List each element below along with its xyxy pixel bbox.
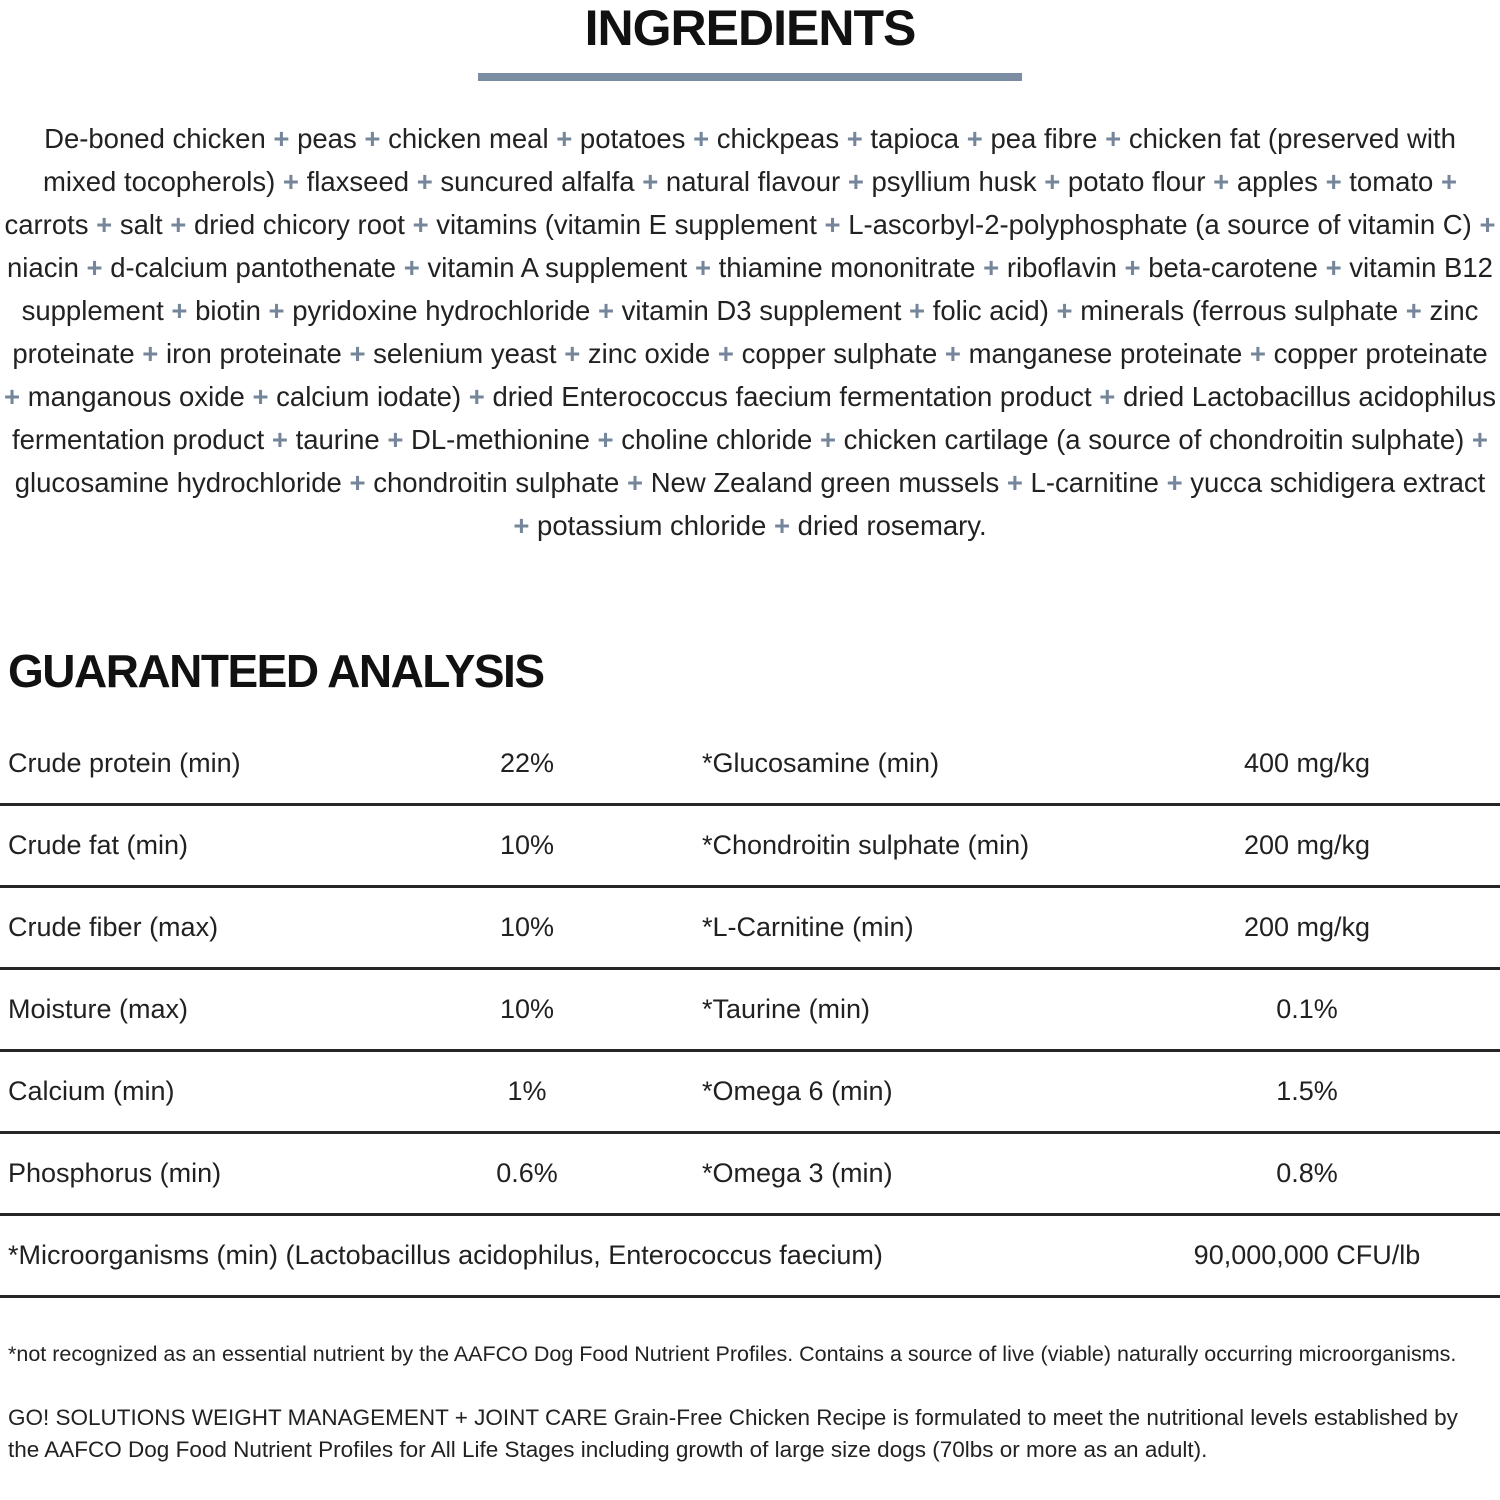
plus-separator: + bbox=[846, 123, 863, 154]
nutrient-label: *Omega 6 (min) bbox=[702, 1076, 893, 1106]
analysis-row bbox=[0, 806, 1500, 888]
nutrient-value: 0.6% bbox=[496, 1158, 558, 1188]
plus-separator: + bbox=[1213, 166, 1230, 197]
plus-separator: + bbox=[403, 252, 420, 283]
ingredients-paragraph bbox=[4, 117, 1496, 547]
ingredient-item: vitamin A supplement bbox=[427, 252, 688, 283]
ingredient-item: folic acid) bbox=[932, 295, 1049, 326]
nutrient-label: *Omega 3 (min) bbox=[702, 1158, 893, 1188]
ingredient-item: selenium yeast bbox=[373, 338, 557, 369]
plus-separator: + bbox=[271, 424, 288, 455]
ingredient-item: copper proteinate bbox=[1273, 338, 1488, 369]
plus-separator: + bbox=[626, 467, 644, 498]
plus-separator: + bbox=[597, 424, 614, 455]
ingredient-item: vitamin B12 supplement bbox=[21, 252, 1493, 326]
ingredient-item: dried chicory root bbox=[194, 209, 405, 240]
plus-separator: + bbox=[468, 381, 485, 412]
plus-separator: + bbox=[1325, 252, 1342, 283]
ingredient-item: flaxseed bbox=[306, 166, 410, 197]
ingredient-item: minerals (ferrous sulphate bbox=[1080, 295, 1399, 326]
ingredient-item: chicken fat (preserved with mixed tocopherols) bbox=[42, 123, 1456, 197]
ingredient-item: chickpeas bbox=[716, 123, 840, 154]
plus-separator: + bbox=[824, 209, 841, 240]
ingredient-item: tapioca bbox=[870, 123, 960, 154]
plus-separator: + bbox=[1440, 166, 1458, 197]
nutrient-value: 10% bbox=[499, 830, 555, 860]
ingredient-item: chicken meal bbox=[388, 123, 549, 154]
nutrient-value: 90,000,000 CFU/lb bbox=[1193, 1240, 1421, 1270]
plus-separator: + bbox=[909, 295, 926, 326]
ingredient-item: salt bbox=[119, 209, 163, 240]
nutrient-label: Crude fiber (max) bbox=[8, 912, 219, 942]
ingredient-item: vitamin D3 supplement bbox=[621, 295, 902, 326]
analysis-row bbox=[0, 1134, 1500, 1216]
nutrient-value: 10% bbox=[499, 994, 555, 1024]
ingredient-item: vitamins (vitamin E supplement bbox=[436, 209, 817, 240]
plus-separator: + bbox=[1166, 467, 1183, 498]
ingredients-title: INGREDIENTS bbox=[584, 0, 916, 56]
ingredient-item: manganese proteinate bbox=[968, 338, 1243, 369]
ingredient-item: yucca schidigera extract bbox=[1190, 467, 1486, 498]
plus-separator: + bbox=[693, 123, 710, 154]
ingredient-item: copper sulphate bbox=[741, 338, 938, 369]
ingredient-item: thiamine mononitrate bbox=[718, 252, 976, 283]
plus-separator: + bbox=[170, 209, 187, 240]
nutrient-label: *Microorganisms (min) (Lactobacillus acidophilus, Enterococcus faecium) bbox=[8, 1240, 883, 1270]
nutrient-value: 0.1% bbox=[1276, 994, 1338, 1024]
plus-separator: + bbox=[273, 123, 290, 154]
ingredient-item: peas bbox=[297, 123, 357, 154]
ingredient-item: iron proteinate bbox=[165, 338, 342, 369]
plus-separator: + bbox=[387, 424, 404, 455]
ingredient-item: niacin bbox=[7, 252, 79, 283]
plus-separator: + bbox=[252, 381, 269, 412]
plus-separator: + bbox=[1405, 295, 1422, 326]
nutrient-label: *Taurine (min) bbox=[702, 994, 871, 1024]
plus-separator: + bbox=[597, 295, 615, 326]
ingredient-item: New Zealand green mussels bbox=[650, 467, 1000, 498]
plus-separator: + bbox=[642, 166, 659, 197]
ingredient-item: carrots bbox=[4, 209, 89, 240]
nutrient-label: *Chondroitin sulphate (min) bbox=[702, 830, 1030, 860]
aafco-statement: GO! SOLUTIONS WEIGHT MANAGEMENT + JOINT CARE Grain-Free Chicken Recipe is formulated to meet the nutritional levels established by the AAFCO Dog Food Nutrient Profiles for All Life Stages including growth of large size dogs (70lbs or more as an adult). bbox=[8, 1405, 1458, 1462]
plus-separator: + bbox=[349, 338, 366, 369]
plus-separator: + bbox=[364, 123, 381, 154]
ingredient-item: potassium chloride bbox=[537, 510, 767, 541]
ingredient-item: psyllium husk bbox=[871, 166, 1037, 197]
nutrient-value: 200 mg/kg bbox=[1243, 912, 1371, 942]
nutrient-label: *Glucosamine (min) bbox=[702, 748, 940, 778]
ingredient-item: glucosamine hydrochloride bbox=[14, 467, 342, 498]
ingredient-item: De-boned chicken bbox=[44, 123, 266, 154]
ingredient-item: chondroitin sulphate bbox=[373, 467, 620, 498]
plus-separator: + bbox=[1249, 338, 1266, 369]
plus-separator: + bbox=[1325, 166, 1342, 197]
ingredient-item: manganous oxide bbox=[27, 381, 245, 412]
plus-separator: + bbox=[1099, 381, 1116, 412]
nutrient-value: 400 mg/kg bbox=[1243, 748, 1371, 778]
nutrient-value: 10% bbox=[499, 912, 555, 942]
plus-separator: + bbox=[944, 338, 961, 369]
plus-separator: + bbox=[983, 252, 1000, 283]
ingredient-item: dried Lactobacillus acidophilus fermentation product bbox=[12, 381, 1497, 455]
analysis-row-microorganisms bbox=[0, 1216, 1500, 1298]
ingredient-item: L-ascorbyl-2-polyphosphate (a source of vitamin C) bbox=[848, 209, 1472, 240]
plus-separator: + bbox=[966, 123, 983, 154]
plus-separator: + bbox=[96, 209, 113, 240]
nutrient-value: 200 mg/kg bbox=[1243, 830, 1371, 860]
plus-separator: + bbox=[1479, 209, 1496, 240]
ingredient-item: natural flavour bbox=[665, 166, 841, 197]
plus-separator: + bbox=[1124, 252, 1141, 283]
plus-separator: + bbox=[773, 510, 791, 541]
plus-separator: + bbox=[1471, 424, 1488, 455]
ingredient-item: apples bbox=[1236, 166, 1318, 197]
plus-separator: + bbox=[142, 338, 159, 369]
ingredient-item: pea fibre bbox=[990, 123, 1098, 154]
ingredient-item: L-carnitine bbox=[1030, 467, 1159, 498]
nutrient-label: *L-Carnitine (min) bbox=[702, 912, 914, 942]
asterisk-footnote: *not recognized as an essential nutrient by the AAFCO Dog Food Nutrient Profiles. Contains a source of live (viable) naturally occurring microorganisms. bbox=[8, 1342, 1457, 1366]
ingredient-item: zinc oxide bbox=[587, 338, 711, 369]
ingredient-item: d-calcium pantothenate bbox=[110, 252, 397, 283]
plus-separator: + bbox=[4, 381, 21, 412]
plus-separator: + bbox=[1044, 166, 1061, 197]
ingredient-item: biotin bbox=[195, 295, 261, 326]
ingredient-item: DL-methionine bbox=[411, 424, 590, 455]
ingredient-item: pyridoxine hydrochloride bbox=[292, 295, 591, 326]
plus-separator: + bbox=[1006, 467, 1023, 498]
plus-separator: + bbox=[1056, 295, 1073, 326]
plus-separator: + bbox=[268, 295, 285, 326]
plus-separator: + bbox=[513, 510, 530, 541]
plus-separator: + bbox=[819, 424, 837, 455]
nutrient-value: 22% bbox=[499, 748, 555, 778]
ingredient-item: dried Enterococcus faecium fermentation product bbox=[492, 381, 1092, 412]
plus-separator: + bbox=[1105, 123, 1122, 154]
ingredient-item: riboflavin bbox=[1006, 252, 1117, 283]
ingredient-item: calcium iodate) bbox=[276, 381, 462, 412]
plus-separator: + bbox=[694, 252, 712, 283]
nutrient-label: Moisture (max) bbox=[8, 994, 189, 1024]
ingredient-item: taurine bbox=[295, 424, 380, 455]
ingredient-item: zinc proteinate bbox=[12, 295, 1479, 369]
nutrient-value: 1% bbox=[507, 1076, 547, 1106]
plus-separator: + bbox=[847, 166, 864, 197]
guaranteed-analysis-title: GUARANTEED ANALYSIS bbox=[8, 645, 544, 697]
plus-separator: + bbox=[717, 338, 734, 369]
title-divider bbox=[478, 73, 1022, 81]
nutrient-label: Crude protein (min) bbox=[8, 748, 241, 778]
ingredient-item: chicken cartilage (a source of chondroitin sulphate) bbox=[843, 424, 1465, 455]
nutrient-value: 1.5% bbox=[1276, 1076, 1338, 1106]
plus-separator: + bbox=[282, 166, 299, 197]
nutrient-label: Calcium (min) bbox=[8, 1076, 175, 1106]
plus-separator: + bbox=[349, 467, 366, 498]
ingredient-item: beta-carotene bbox=[1148, 252, 1318, 283]
ingredient-item: choline chloride bbox=[621, 424, 813, 455]
plus-separator: + bbox=[412, 209, 429, 240]
plus-separator: + bbox=[171, 295, 188, 326]
nutrient-label: Phosphorus (min) bbox=[8, 1158, 222, 1188]
analysis-row bbox=[0, 970, 1500, 1052]
analysis-row bbox=[0, 724, 1500, 806]
analysis-row bbox=[0, 1052, 1500, 1134]
plus-separator: + bbox=[86, 252, 103, 283]
plus-separator: + bbox=[416, 166, 433, 197]
analysis-row bbox=[0, 888, 1500, 970]
ingredient-item: dried rosemary. bbox=[797, 510, 987, 541]
nutrient-label: Crude fat (min) bbox=[8, 830, 189, 860]
plus-separator: + bbox=[556, 123, 573, 154]
ingredient-item: suncured alfalfa bbox=[440, 166, 635, 197]
plus-separator: + bbox=[564, 338, 581, 369]
ingredient-item: tomato bbox=[1349, 166, 1434, 197]
ingredient-item: potato flour bbox=[1067, 166, 1206, 197]
nutrient-value: 0.8% bbox=[1276, 1158, 1338, 1188]
ingredient-item: potatoes bbox=[579, 123, 686, 154]
guaranteed-analysis-table bbox=[0, 724, 1500, 1298]
